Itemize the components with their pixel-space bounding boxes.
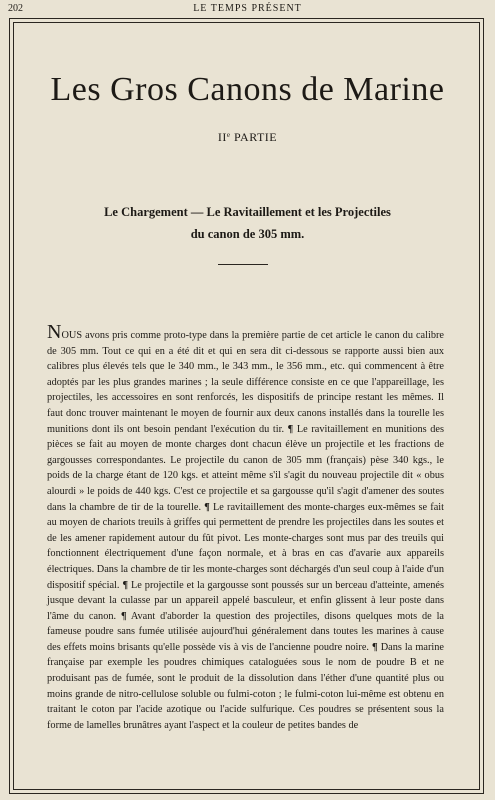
article-body [47,321,445,733]
paragraph-1: OUS avons pris comme proto-type dans la première partie de cet article le canon du calibre de 305 mm. Tout ce qui en a été dit et qui en sera dit ci-dessous se rapporte aussi bien aux calibres plus élevés tels que le 340 mm., le 343 mm., le 356 mm., etc. qui commencent à être adoptés par les plus grandes marines ; la seule différence consiste en ce que l'appareillage, les projectiles, les accessoires en sont renforcés, les dispositifs de principe restant les mêmes. Il faut donc trouver maintenant le moyen de fournir aux deux canons installés dans la tourelle les munitions dont ils ont besoin pendant l'exécution du tir. [47,330,444,435]
part-label [0,130,495,145]
part-ordinal: e [226,131,231,139]
article-title: Les Gros Canons de Marine [50,70,445,108]
paragraph-3: Le ravitaillement des monte-charges eux-mêmes se fait au moyen de chariots treuils à griffes qui permettent de prendre les projectiles dans les soutes et de les amener rapidement autour du fût pivot. Les monte-charges sont mus par des treuils qui fonctionnent électriquement d'une façon normale, et à bras en cas d'avarie aux appareils électriques. Dans la chambre de tir les monte-charges sont déchargés d'un seul coup à l'aide d'un dispositif spécial. [47,501,444,591]
pilcrow-mark: ¶ [204,501,210,513]
part-number: II [217,130,227,144]
page-number: 202 [8,3,23,14]
subtitle-line-2: du canon de 305 mm. [190,227,305,241]
drop-cap: N [47,321,62,343]
subtitle-line-1: Le Chargement — Le Ravitaillement et les Projectiles [104,205,391,219]
body-text [47,321,445,733]
paragraph-4: Le projectile et la gargousse sont poussés sur un berceau d'atteinte, amenés jusque devant la culasse par un appareil appelé basculeur, et enfin glissent à leur poste dans l'âme du canon. [47,579,444,622]
article-subtitle [40,201,455,245]
paragraph-6: Dans la marine française par exemple les poudres chimiques cataloguées sous le nom de poudre B et ne produisant pas de fumée, sont le produit de la dissolution dans l'éther d'une quantité plus ou moins grande de nitro-cellulose soluble ou fulmi-coton ; le fulmi-coton lui-même est obtenu en traitant le coton par l'acide azotique ou l'acide sulfurique. Ces poudres se présentent sous la forme de lamelles brunâtres ayant l'aspect et la couleur de petites bandes de [47,641,444,731]
pilcrow-mark: ¶ [287,423,294,435]
pilcrow-mark: ¶ [122,579,128,591]
part-word: PARTIE [233,130,278,144]
pilcrow-mark: ¶ [120,610,127,622]
paragraph-5: Avant d'aborder la question des projectiles, disons quelques mots de la fameuse poudre sans fumée utilisée aujourd'hui généralement dans toutes les marines à cause des effets moins brisants qu'elle possède vis à vis de l'ancienne poudre noire. [47,610,444,653]
section-divider [218,264,268,265]
pilcrow-mark: ¶ [372,641,378,653]
paragraph-2: Le ravitaillement en munitions des pièces se fait au moyen de monte charges dont chacun élève un projectile et les fractions de gargousses correspondantes. Le projectile du canon de 305 mm (français) pèse 340 kgs., le poids de la charge étant de 120 kgs. et atteint même s'il s'agit du nouveau projectile dit « obus alourdi » le poids de 440 kgs. C'est ce projectile et sa gargousse qu'il s'agit d'amener des soutes dans la chambre de tir de la tourelle. [47,423,445,513]
running-title: LE TEMPS PRÉSENT [193,3,302,14]
